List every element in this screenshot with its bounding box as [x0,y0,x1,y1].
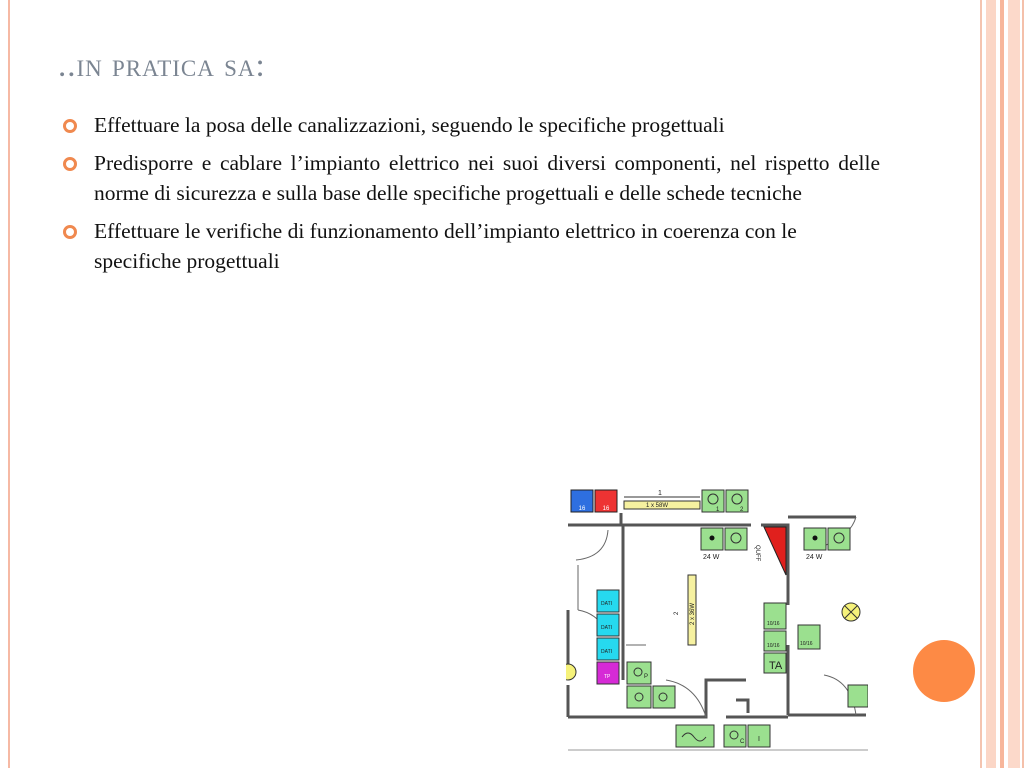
label-16b: 16 [602,506,610,512]
bullet-text: Effettuare la posa delle canalizzazioni, seguendo le specifiche progettuali [94,113,725,137]
bullet-dot-icon [63,157,77,171]
ta-label: TA [769,660,783,672]
bullet-text: Predisporre e cablare l’impianto elettrico nei suoi diversi componenti, nel rispetto delle norme di sicurezza e sulla base delle specifiche progettuali e delle schede tecniche [94,151,880,205]
bullet-dot-icon [63,119,77,133]
bullet-item [60,216,834,276]
lamp-rating-label: 1 x 58W [646,503,669,509]
decorative-orange-circle [913,640,975,702]
dati-label-2: DATI [601,625,613,631]
socket-c: 10/16 [800,641,813,647]
label-2: 2 [740,507,744,513]
right-decorative-stripes [980,0,1024,768]
bullet-item [60,148,880,208]
socket-b: 10/16 [767,643,780,649]
dati-label-3: DATI [601,649,613,655]
label-1: 1 [716,507,720,513]
svg-text:I: I [758,736,760,743]
bullet-dot-icon [63,225,77,239]
slide-title: ..in pratica sa: [58,48,266,84]
left-border-line [8,0,10,768]
c-label: C [740,739,745,745]
p-label: P [644,674,649,680]
dati-label-1: DATI [601,601,613,607]
power-24w-a: 24 W [703,554,720,561]
lamp-count-2: 2 [674,611,680,615]
electrical-floor-plan [566,485,868,753]
bullet-item [60,110,880,140]
socket-a: 10/16 [767,621,780,627]
bullet-list [60,110,880,284]
lamp-count-label: 1 [658,490,662,497]
panel-label: QUFF [754,545,760,562]
label-16a: 16 [578,506,586,512]
tp-label: TP [604,674,611,680]
power-24w-b: 24 W [806,554,823,561]
lamp-rating-2: 2 x 36W [690,602,696,625]
bullet-text: Effettuare le verifiche di funzionamento dell’impianto elettrico in coerenza con le specifiche progettuali [94,219,797,273]
